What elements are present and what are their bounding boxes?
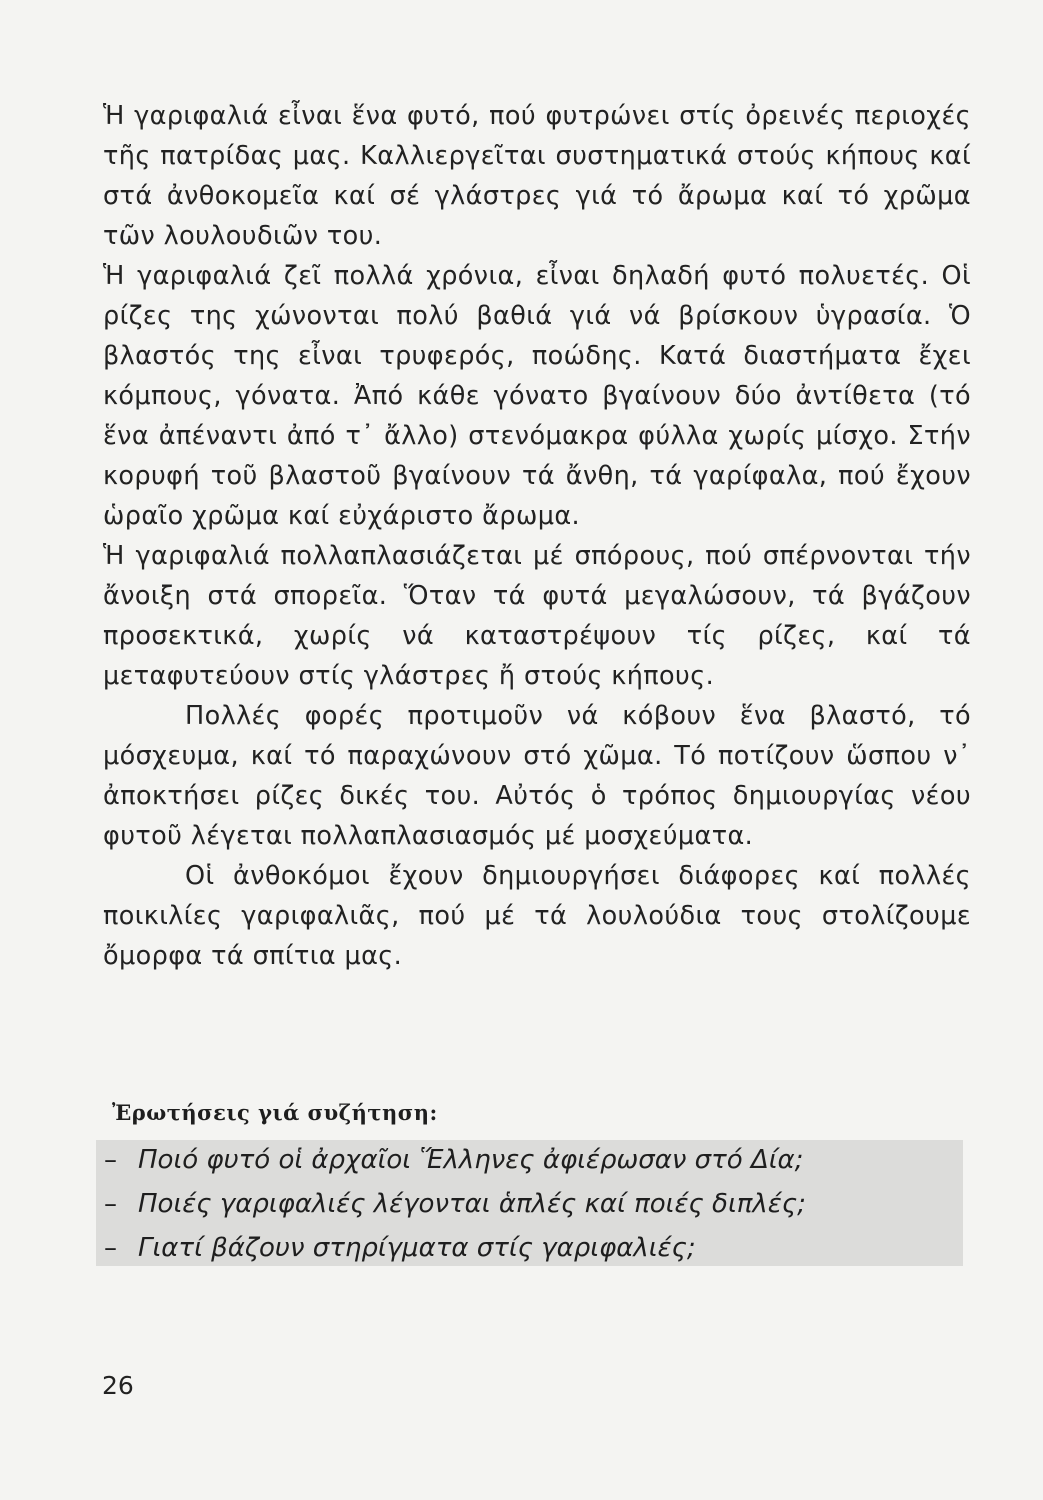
paragraph-description: Ἡ γαριφαλιά ζεῖ πολλά χρόνια, εἶναι δηλαδή φυτό πολυετές. Οἱ ρίζες της χώνονται πολύ βαθιά γιά νά βρίσκουν ὑγρασία. Ὁ βλαστός της εἶναι τρυφερός, ποώδης. Κατά διαστήματα ἔχει κόμπους, γόνατα. Ἀπό κάθε γόνατο βγαίνουν δύο ἀντίθετα (τό ἕνα ἀπέναντι ἀπό τ᾽ ἄλλο) στενόμακρα φύλλα χωρίς μίσχο. Στήν κορυφή τοῦ βλαστοῦ βγαίνουν τά ἄνθη, τά γαρίφαλα, πού ἔχουν ὡραῖο χρῶμα καί εὐχάριστο ἄρωμα. bbox=[103, 261, 971, 531]
question-text: Γιατί βάζουν στηρίγματα στίς γαριφαλιές; bbox=[138, 1233, 696, 1263]
dash-marker: – bbox=[104, 1145, 117, 1175]
main-text bbox=[103, 96, 971, 976]
question-text: Ποιό φυτό οἱ ἀρχαῖοι Ἕλληνες ἀφιέρωσαν στό Δία; bbox=[138, 1145, 804, 1175]
question-item bbox=[104, 1138, 964, 1182]
dash-marker: – bbox=[104, 1233, 117, 1263]
paragraph-propagation-cuttings: Πολλές φορές προτιμοῦν νά κόβουν ἕνα βλαστό, τό μόσχευμα, καί τό παραχώνουν στό χῶμα. Τό ποτίζουν ὥσπου ν᾽ ἀποκτήσει ρίζες δικές του. Αὐτός ὁ τρόπος δημιουργίας νέου φυτοῦ λέγεται πολλαπλασιασμός μέ μοσχεύματα. bbox=[103, 701, 971, 851]
paragraph-varieties: Οἱ ἀνθοκόμοι ἔχουν δημιουργήσει διάφορες καί πολλές ποικιλίες γαριφαλιᾶς, πού μέ τά λουλούδια τους στολίζουμε ὄμορφα τά σπίτια μας. bbox=[103, 861, 971, 971]
question-text: Ποιές γαριφαλιές λέγονται ἁπλές καί ποιές διπλές; bbox=[138, 1189, 806, 1219]
question-item bbox=[104, 1182, 964, 1226]
questions-list bbox=[104, 1138, 964, 1270]
paragraph-propagation-seeds: Ἡ γαριφαλιά πολλαπλασιάζεται μέ σπόρους, πού σπέρνονται τήν ἄνοιξη στά σπορεῖα. Ὅταν τά φυτά μεγαλώσουν, τά βγάζουν προσεκτικά, χωρίς νά καταστρέψουν τίς ρίζες, καί τά μεταφυτεύουν στίς γλάστρες ἤ στούς κήπους. bbox=[103, 541, 971, 691]
paragraph-intro: Ἡ γαριφαλιά εἶναι ἕνα φυτό, πού φυτρώνει στίς ὀρεινές περιοχές τῆς πατρίδας μας. Καλλιεργεῖται συστηματικά στούς κήπους καί στά ἀνθοκομεῖα καί σέ γλάστρες γιά τό ἄρωμα καί τό χρῶμα τῶν λουλουδιῶν του. bbox=[103, 101, 971, 251]
question-item bbox=[104, 1226, 964, 1270]
page-number: 26 bbox=[102, 1371, 134, 1400]
questions-heading: Ἐρωτήσεις γιά συζήτηση: bbox=[112, 1100, 438, 1125]
dash-marker: – bbox=[104, 1189, 117, 1219]
